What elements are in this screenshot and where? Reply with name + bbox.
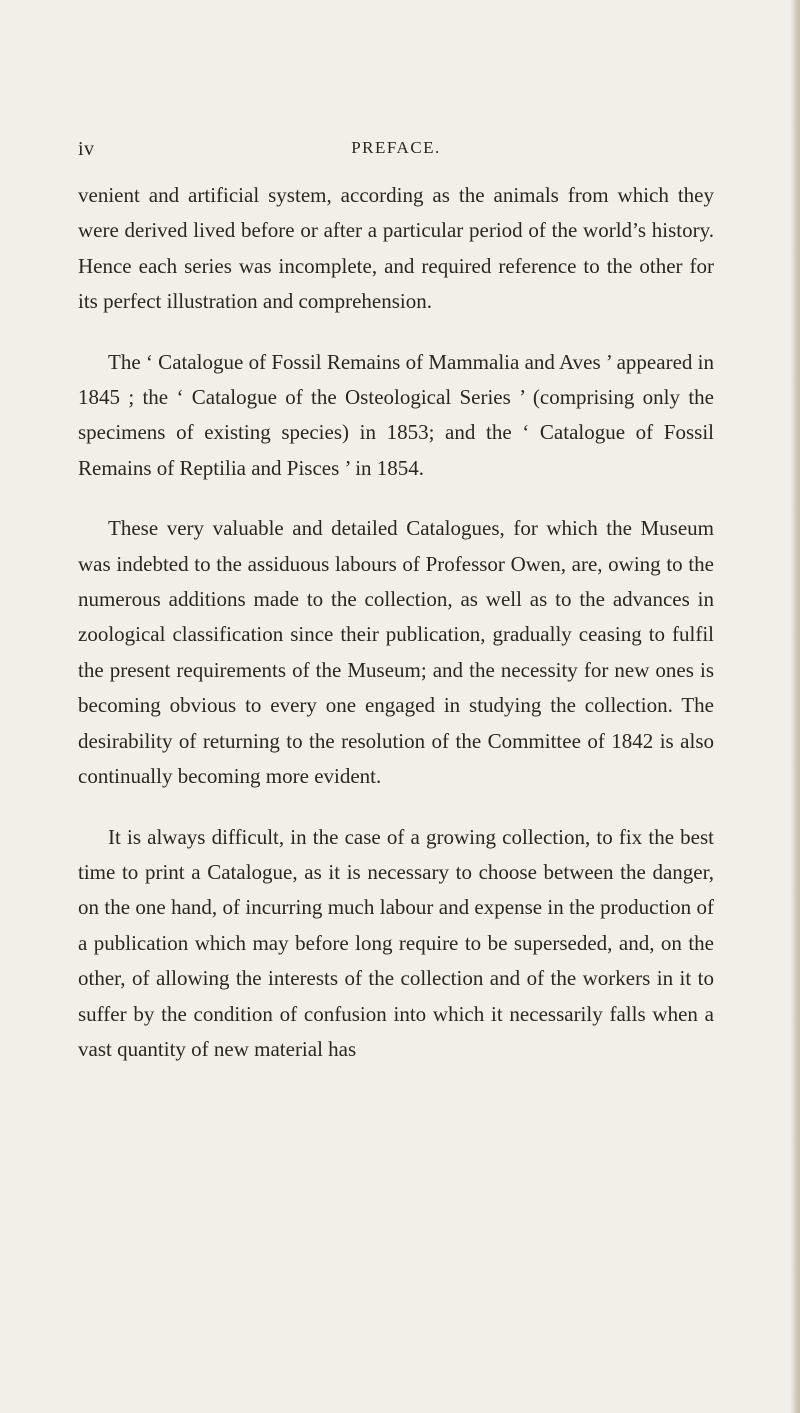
paragraph-printing-difficulty: It is always difficult, in the case of a growing collection, to fix the best time to print a Catalogue, as it is necessary to choose between the danger, on the one hand, of incurring much labour and expense in the production of a publication which may before long require to be superseded, and, on the other, of allowing the interests of the collection and of the workers in it to suffer by the condition of confusion into which it necessarily falls when a vast quantity of new material has	[78, 824, 714, 1061]
paragraph-continuation: venient and artificial system, according as the animals from which they were derived lived before or after a particular period of the world’s history. Hence each series was incomplete, and required reference to the other for its perfect illustration and comprehension.	[78, 183, 714, 314]
running-title: PREFACE.	[351, 138, 441, 157]
running-head	[78, 138, 714, 166]
paragraph-catalogues-value: These very valuable and detailed Catalogues, for which the Museum was indebted to the assiduous labours of Professor Owen, are, owing to the numerous additions made to the collection, as well as to the advances in zoological classification since their publication, gradually ceasing to fulfil the present requirements of the Museum; and the necessity for new ones is becoming obvious to every one engaged in studying the collection. The desirability of returning to the resolution of the Committee of 1842 is also continually becoming more evident.	[78, 516, 714, 789]
page-edge-shadow	[790, 0, 800, 1413]
paragraph-catalogues-list: The ‘ Catalogue of Fossil Remains of Mammalia and Aves ’ appeared in 1845 ; the ‘ Catalogue of the Osteological Series ’ (comprising only the specimens of existing species) in 1853; and the ‘ Catalogue of Fossil Remains of Reptilia and Pisces ’ in 1854.	[78, 349, 714, 480]
body-text	[78, 178, 714, 1067]
page-number: iv	[78, 138, 95, 160]
book-page	[78, 0, 714, 1067]
